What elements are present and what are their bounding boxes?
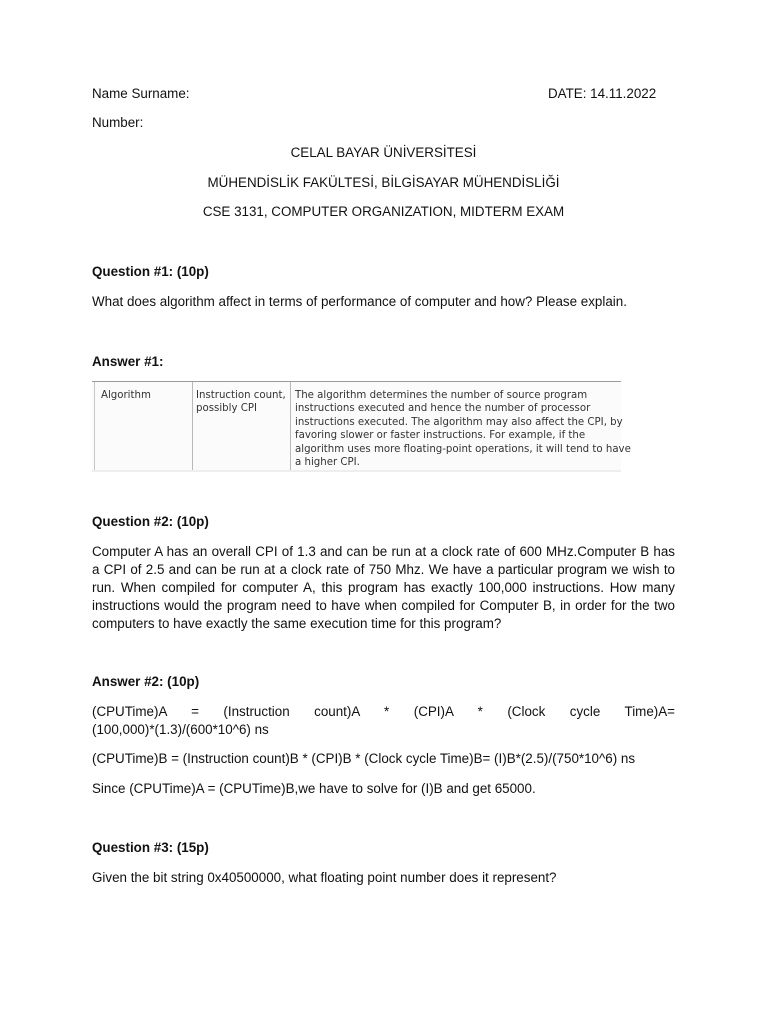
- answer-2-line-1: (CPUTime)A = (Instruction count)A * (CPI)A * (Clock cycle Time)A=: [92, 704, 675, 719]
- question-1-text: What does algorithm affect in terms of performance of computer and how? Please explain.: [92, 294, 627, 309]
- question-2-text: Computer A has an overall CPI of 1.3 and can be run at a clock rate of 600 MHz.Computer B has a CPI of 2.5 and can be run at a clock rate of 750 Mhz. We have a particular program we wish to run. When compiled for computer A, this program has exactly 100,000 instructions. How many instructions would the program need to have when compiled for Computer B, in order for the two computers to have exactly the same execution time for this program?: [92, 544, 675, 631]
- table-explanation-line: algorithm uses more floating-point operations, it will tend to have: [295, 443, 631, 455]
- course-title: CSE 3131, COMPUTER ORGANIZATION, MIDTERM EXAM: [202, 204, 565, 219]
- table-cell-affects: [196, 389, 288, 416]
- question-1-heading: Question #1: (10p): [92, 264, 209, 279]
- table-explanation-line: favoring slower or faster instructions. For example, if the: [295, 430, 586, 442]
- number-label: Number:: [92, 115, 144, 130]
- answer-2-line-4: Since (CPUTime)A = (CPUTime)B,we have to solve for (I)B and get 65000.: [92, 781, 536, 796]
- faculty-title: MÜHENDİSLİK FAKÜLTESİ, BİLGİSAYAR MÜHENDİSLİĞİ: [207, 175, 560, 190]
- answer-2-heading: Answer #2: (10p): [92, 674, 200, 689]
- table-border-bottom: [92, 470, 621, 472]
- university-title: CELAL BAYAR ÜNİVERSİTESİ: [290, 145, 477, 160]
- table-divider-2: [290, 382, 291, 472]
- table-border-left: [94, 382, 95, 472]
- answer-2-line-2: (100,000)*(1.3)/(600*10^6) ns: [92, 722, 269, 737]
- name-surname-label: Name Surname:: [92, 86, 190, 101]
- table-divider-1: [192, 382, 193, 472]
- table-cell-explanation: [295, 389, 631, 469]
- table-cell-affects-line: possibly CPI: [196, 403, 257, 415]
- exam-date: DATE: 14.11.2022: [548, 86, 657, 101]
- question-3-text: Given the bit string 0x40500000, what floating point number does it represent?: [92, 870, 557, 885]
- question-2-heading: Question #2: (10p): [92, 514, 209, 529]
- table-cell-affects-line: Instruction count,: [196, 390, 286, 401]
- answer-2-line-3: (CPUTime)B = (Instruction count)B * (CPI)B * (Clock cycle Time)B= (I)B*(2.5)/(750*10^6) ns: [92, 751, 636, 766]
- answer-1-heading: Answer #1:: [92, 354, 164, 369]
- answer-1-table-image: [92, 381, 631, 472]
- table-explanation-line: instructions executed and hence the number of processor: [295, 403, 591, 415]
- table-explanation-line: The algorithm determines the number of source program: [295, 390, 588, 401]
- table-explanation-line: a higher CPI.: [295, 457, 360, 469]
- table-explanation-line: instructions executed. The algorithm may also affect the CPI, by: [295, 416, 623, 428]
- table-cell-factor: Algorithm: [101, 390, 151, 401]
- question-3-heading: Question #3: (15p): [92, 840, 209, 855]
